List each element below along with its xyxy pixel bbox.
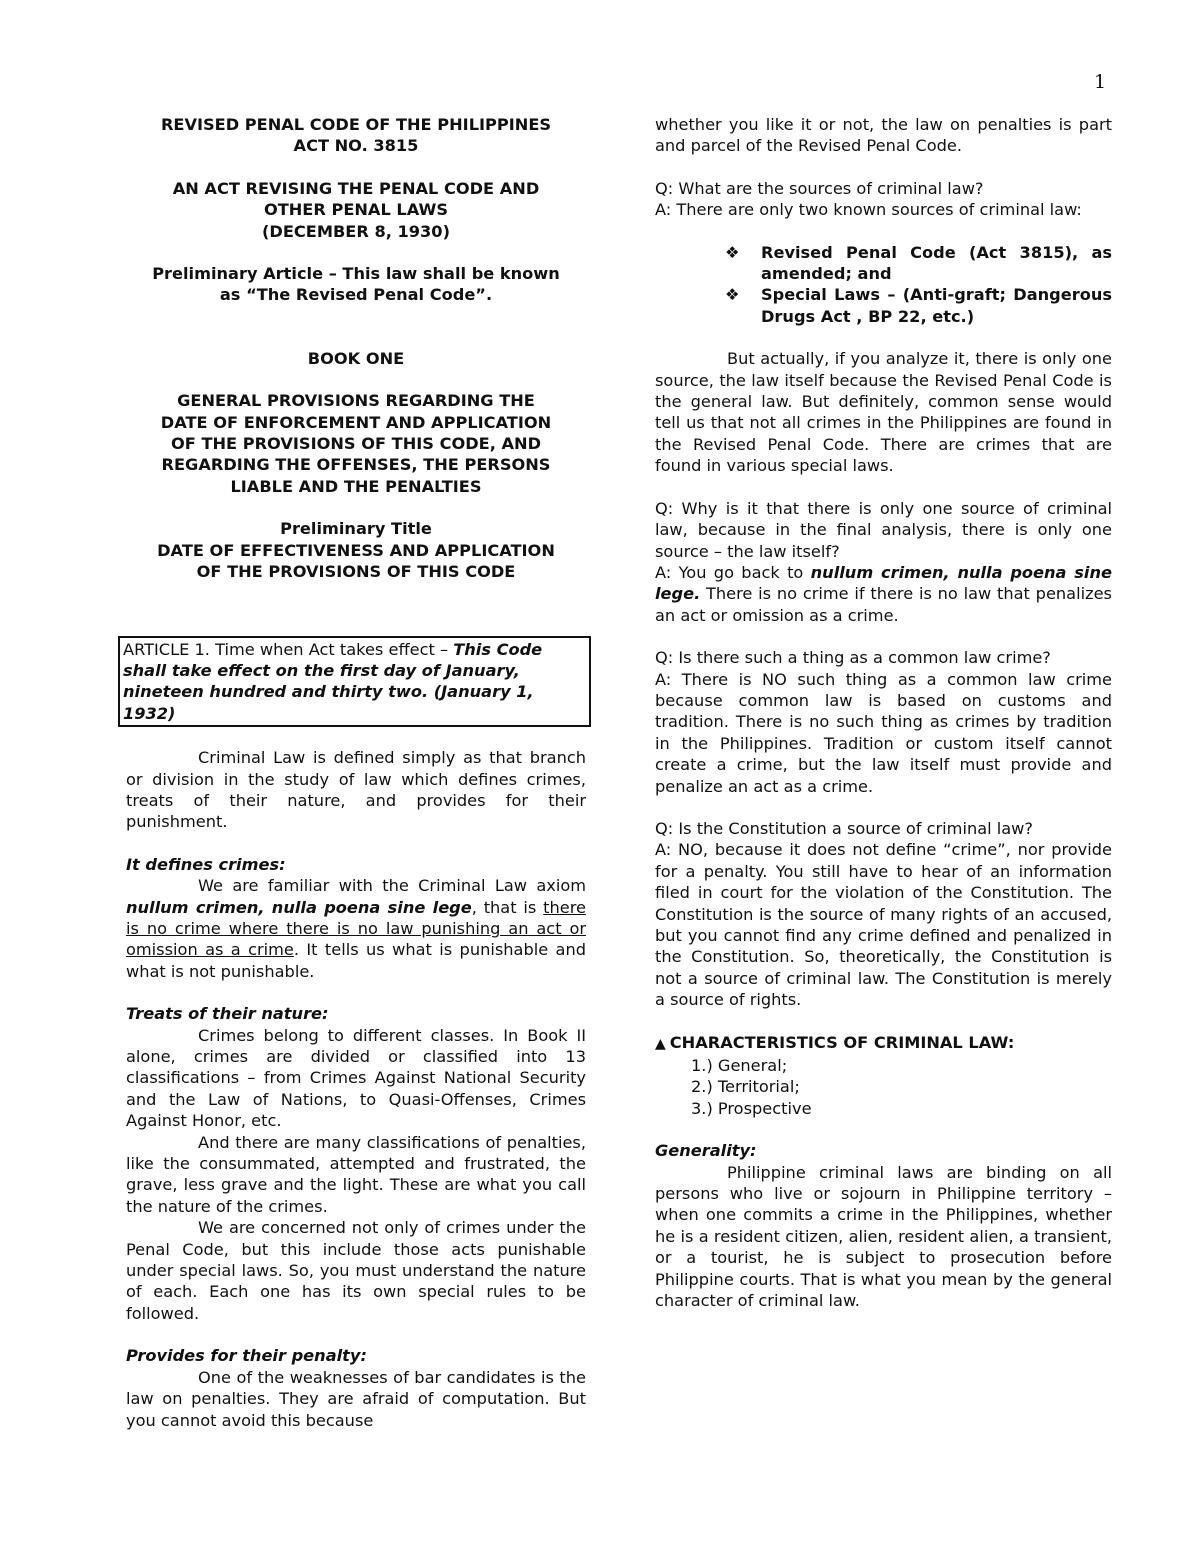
effectiveness-heading-line-2: OF THE PROVISIONS OF THIS CODE [196,562,516,582]
preliminary-article-line-2: as “The Revised Penal Code”. [219,285,493,305]
answer-sources: A: There are only two known sources of criminal law: [655,200,1082,220]
book-heading: BOOK ONE [307,348,405,368]
maxim-meaning: there is no crime where there is no law punishing an act or omission as a crime [126,897,586,960]
answer-constitution: A: NO, because it does not define “crime”, nor provide for a penalty. You still have to hear of an information filed in court for the violation of the Constitution. The Constitution is the source of many rights of an accused, but you cannot find any crime defined and penalized in the Constitution. So, theoretically, the Constitution is not a source of criminal law. The Constitution is merely a source of rights. [655,840,1112,1010]
effectiveness-heading-line-1: DATE OF EFFECTIVENESS AND APPLICATION [157,540,555,560]
diamond-bullet-icon: ❖ [725,242,740,262]
question-sources: Q: What are the sources of criminal law? [655,178,984,198]
answer-one-source [655,562,1112,626]
general-provisions-line-3: OF THE PROVISIONS OF THIS CODE, AND [170,434,542,454]
question-one-source: Q: Why is it that there is only one source of criminal law, because in the final analysis, there is only one source – the law itself? [655,498,1112,561]
general-provisions-line-4: REGARDING THE OFFENSES, THE PERSONS [161,455,551,475]
diamond-bullet-icon: ❖ [725,285,740,305]
question-constitution: Q: Is the Constitution a source of criminal law? [655,818,1034,838]
one-source-paragraph: But actually, if you analyze it, there is only one source, the law itself because the Revised Penal Code is the general law. But definitely, common sense would tell us that not all crimes in the Philippines are found in the Revised Penal Code. There are crimes that are found in various special laws. [655,349,1112,476]
characteristics-heading [655,1032,1112,1055]
left-column [123,114,587,1431]
code-title: REVISED PENAL CODE OF THE PHILIPPINES [160,115,552,134]
generality-paragraph: Philippine criminal laws are binding on all persons who live or sojourn in Philippine territory – when one commits a crime in the Philippines, whether he is a resident citizen, alien, resident alien, a transient, or a tourist, he is subject to prosecution before Philippine courts. That is what you mean by the general character of criminal law. [655,1162,1112,1311]
act-title-line-2: OTHER PENAL LAWS [263,200,449,220]
preliminary-title: Preliminary Title [280,519,432,539]
article-1-box [118,636,591,728]
sources-list [655,242,1112,328]
general-provisions-line-2: DATE OF ENFORCEMENT AND APPLICATION [160,412,552,432]
penalties-continuation: whether you like it or not, the law on penalties is part and parcel of the Revised Penal Code. [655,115,1112,156]
act-date: (DECEMBER 8, 1930) [262,221,450,241]
characteristic-item: 1.) General; [691,1056,788,1076]
defines-crimes-heading: It defines crimes: [126,854,286,874]
general-provisions-line-1: GENERAL PROVISIONS REGARDING THE [177,391,535,411]
treats-nature-heading: Treats of their nature: [126,1004,329,1024]
characteristics-list [655,1055,1112,1119]
criminal-law-definition: Criminal Law is defined simply as that branch or division in the study of law which defines crimes, treats of their nature, and provides for their punishment. [126,748,586,832]
characteristic-item: 3.) Prospective [691,1098,812,1118]
source-item-special-laws [725,284,1112,327]
maxim-latin: nullum crimen, nulla poena sine lege [126,897,472,917]
defines-crimes-text-e: . It tells us what is punishable and what is not punishable. [126,940,587,981]
preliminary-article-line-1: Preliminary Article – This law shall be known [152,264,560,284]
general-provisions-line-5: LIABLE AND THE PENALTIES [230,476,482,496]
defines-crimes-text-a: We are familiar with the Criminal Law axiom [198,876,586,896]
act-number: ACT NO. 3815 [293,136,419,156]
source-item-label: Revised Penal Code (Act 3815), as amended; and [761,242,1112,284]
answer-one-source-text-a: A: You go back to [655,562,811,582]
characteristic-item: 2.) Territorial; [691,1077,800,1097]
answer-one-source-text-c: There is no crime if there is no law that penalizes an act or omission as a crime. [655,584,1112,625]
act-title-line-1: AN ACT REVISING THE PENAL CODE AND [172,178,540,198]
source-item-label: Special Laws – (Anti-graft; Dangerous Drugs Act , BP 22, etc.) [761,285,1112,326]
triangle-bullet-icon: ▲ [655,1035,666,1052]
generality-heading: Generality: [655,1141,757,1161]
characteristics-title: CHARACTERISTICS OF CRIMINAL LAW: [669,1032,1015,1052]
treats-nature-paragraph-1: Crimes belong to different classes. In Book II alone, crimes are divided or classified into 13 classifications – from Crimes Against National Security and the Law of Nations, to Quasi-Offenses, Crimes Against Honor, etc. [126,1025,586,1131]
penalty-paragraph: One of the weaknesses of bar candidates is the law on penalties. They are afraid of computation. But you cannot avoid this because [126,1367,586,1430]
penalty-heading: Provides for their penalty: [126,1346,367,1366]
source-item-revised-penal-code [725,242,1112,285]
defines-crimes-paragraph [126,875,586,982]
defines-crimes-text-c: , that is [471,897,544,917]
right-column [655,114,1112,1312]
answer-common-law: A: There is NO such thing as a common law crime because common law is based on customs and tradition. There is no such thing as crimes by tradition in the Philippines. Tradition or custom itself cannot create a crime, but the law itself must provide and penalize an act as a crime. [655,669,1112,796]
treats-nature-paragraph-3: We are concerned not only of crimes under the Penal Code, but this include those acts punishable under special laws. So, you must understand the nature of each. Each one has its own special rules to be followed. [126,1218,586,1323]
treats-nature-paragraph-2: And there are many classifications of penalties, like the consummated, attempted and frustrated, the grave, less grave and the light. These are what you call the nature of the crimes. [126,1132,586,1216]
maxim-latin: nullum crimen, nulla poena sine lege. [655,562,1112,604]
article-1-text: This Code shall take effect on the first day of January, nineteen hundred and thirty two. (January 1, 1932) [123,639,543,723]
question-common-law: Q: Is there such a thing as a common law crime? [655,648,1051,668]
page-number: 1 [1094,71,1107,93]
article-1-lead: ARTICLE 1. Time when Act takes effect – [123,639,454,659]
